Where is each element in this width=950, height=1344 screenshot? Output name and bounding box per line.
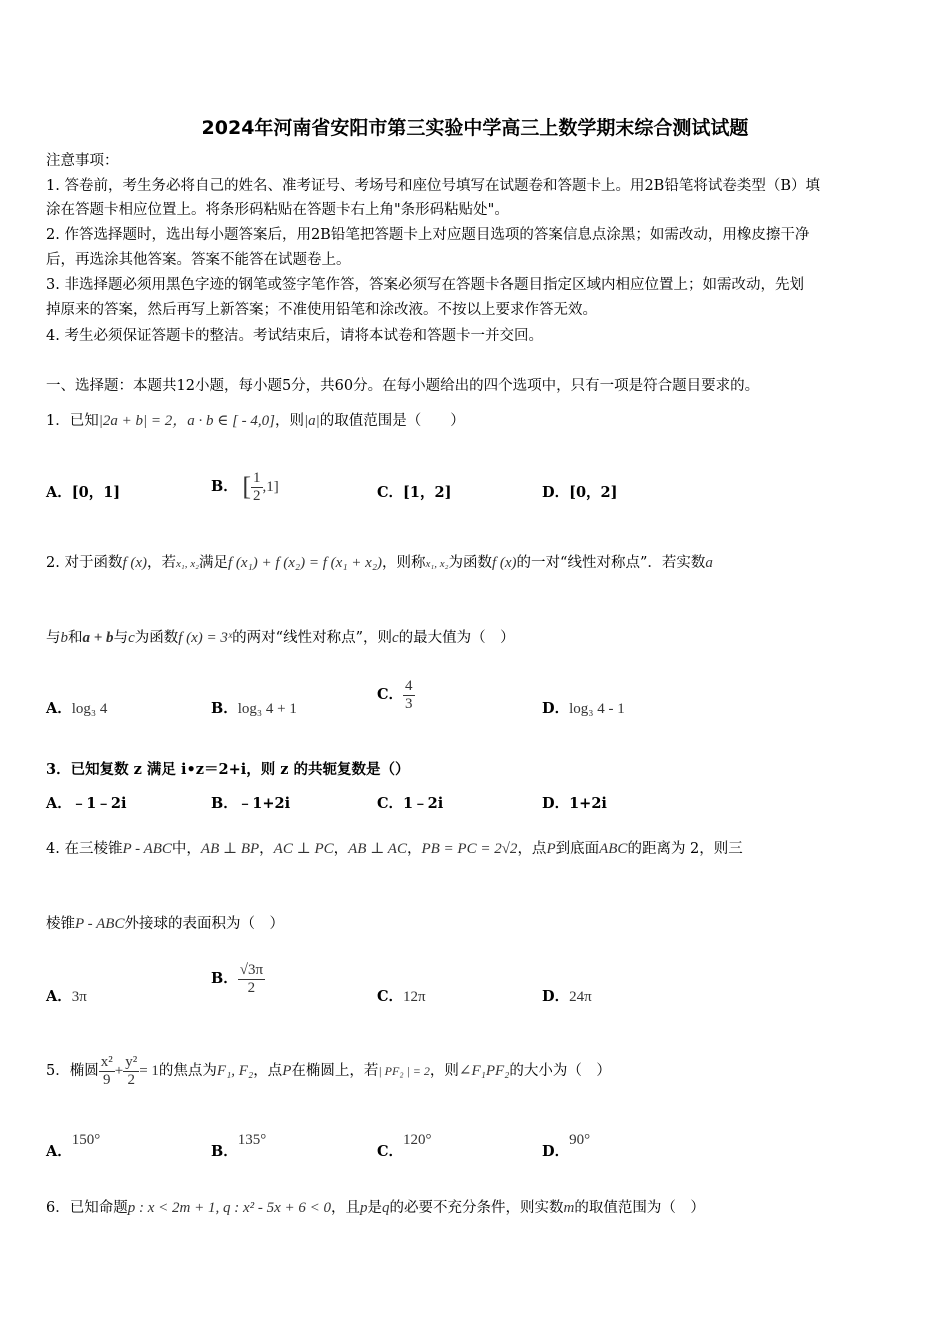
fraction-numerator: y² <box>125 1054 138 1070</box>
notice-heading: 注意事项： <box>46 153 119 169</box>
q1-cond1: |2a + b| = 2， <box>98 413 188 429</box>
option-label: C． <box>377 686 404 703</box>
option-label: C． <box>377 484 404 501</box>
q1-b-fraction <box>251 470 263 504</box>
math: P - ABC <box>122 841 172 857</box>
math: P <box>546 841 556 857</box>
question-2-stem-line1 <box>46 552 906 575</box>
question-4-stem-line2 <box>46 913 906 935</box>
math: f (x) <box>122 555 148 571</box>
text: 的取值范围为（ ） <box>574 1200 705 1216</box>
q4-option-d[interactable] <box>542 986 592 1008</box>
option-label: B． <box>211 700 238 717</box>
text: 与 <box>113 630 129 646</box>
notice-line: 1. 答卷前，考生务必将自己的姓名、准考证号、考场号和座位号填写在试题卷和答题卡上。用2B铅笔将试卷类型（B）填 <box>46 178 820 194</box>
option-label: C． <box>377 1143 404 1160</box>
option-text: 3π <box>71 989 87 1005</box>
math: P <box>282 1063 292 1079</box>
fraction-denominator: 3 <box>405 695 413 712</box>
fraction-numerator: x² <box>100 1054 113 1070</box>
option-text: [0，2] <box>569 484 618 501</box>
section-heading: 一、选择题：本题共12小题，每小题5分，共60分。在每小题给出的四个选项中，只有一项是符合题目要求的。 <box>46 378 760 394</box>
q2-option-d[interactable] <box>542 698 625 720</box>
math: + <box>114 1063 124 1079</box>
notice-line: 后，再选涂其他答案。答案不能答在试题卷上。 <box>46 252 351 268</box>
option-text: 1+2i <box>569 795 607 812</box>
math: x₁, x₂ <box>425 558 449 570</box>
text: 外接球的表面积为（ ） <box>124 916 284 932</box>
fraction-denominator: 2 <box>253 487 261 504</box>
q1-prefix: 1．已知 <box>46 413 99 429</box>
math: PB = PC = 2√2 <box>421 841 518 857</box>
text: 的一对“线性对称点”．若实数 <box>516 555 706 571</box>
math: c <box>391 630 399 646</box>
notice-line: 掉原来的答案，然后再写上新答案；不准使用铅笔和涂改液。不按以上要求作答无效。 <box>46 302 597 318</box>
math: | PF₂ | = 2 <box>378 1064 430 1078</box>
fraction-denominator: 2 <box>247 979 256 996</box>
question-3-stem: 3．已知复数 z 满足 i•z＝2+i，则 z 的共轭复数是（） <box>46 761 410 778</box>
option-text: log₃ 4 - 1 <box>569 701 625 717</box>
question-5-stem <box>46 1049 906 1093</box>
q2-option-c[interactable] <box>377 678 415 712</box>
option-text: 1﹣2i <box>403 795 444 812</box>
text: 到底面 <box>555 841 600 857</box>
math: AB ⊥ AC <box>348 841 407 857</box>
math: f (x) <box>491 555 517 571</box>
option-text: 135° <box>237 1132 267 1148</box>
option-text: log₃ 4 + 1 <box>237 701 297 717</box>
option-label: A． <box>46 795 72 812</box>
math: = 1 <box>139 1063 159 1079</box>
math: x₁, x₂ <box>176 558 199 570</box>
math: q <box>382 1200 390 1216</box>
text: ， <box>333 841 349 857</box>
text: 5．椭圆 <box>46 1063 99 1079</box>
text: 和 <box>68 630 83 646</box>
q5-y-fraction <box>123 1054 139 1088</box>
option-label: B． <box>211 478 238 495</box>
q2-c-fraction <box>403 678 415 712</box>
text: ，若 <box>147 555 177 571</box>
text: 棱锥 <box>46 916 75 932</box>
option-label: B． <box>211 795 238 812</box>
q1-option-d[interactable] <box>542 482 617 504</box>
page-title: 2024年河南省安阳市第三实验中学高三上数学期末综合测试试题 <box>201 117 749 139</box>
option-text: 90° <box>569 1132 591 1148</box>
option-text: 120° <box>403 1132 432 1148</box>
text: ， <box>406 841 422 857</box>
q1-option-b[interactable] <box>211 470 279 504</box>
fraction-denominator: 2 <box>127 1071 135 1088</box>
q1-mid: ，则 <box>275 413 305 429</box>
option-text: [1，2] <box>403 484 452 501</box>
text: ，则 <box>429 1063 459 1079</box>
option-label: B． <box>211 1143 238 1160</box>
option-label: C． <box>377 988 404 1005</box>
question-1-stem <box>46 410 906 432</box>
option-text: 24π <box>569 989 592 1005</box>
math: c <box>128 630 135 646</box>
fraction-numerator: 1 <box>253 470 261 486</box>
option-label: A． <box>46 484 72 501</box>
option-text: ﹣1+2i <box>237 795 291 812</box>
option-label: B． <box>211 970 238 987</box>
option-text: ﹣1﹣2i <box>71 795 127 812</box>
question-4-stem-line1 <box>46 838 906 860</box>
q1-abs-a: |a| <box>304 413 320 429</box>
option-text: 12π <box>403 989 426 1005</box>
q3-option-d[interactable] <box>542 793 607 815</box>
option-label: D． <box>542 988 570 1005</box>
q1-suffix: 的取值范围是（ ） <box>319 413 465 429</box>
math: P - ABC <box>75 916 125 932</box>
text: 4. 在三棱锥 <box>46 841 123 857</box>
text: 的必要不充分条件，则实数 <box>389 1200 564 1216</box>
q4-b-fraction <box>238 962 265 996</box>
math: a <box>705 555 713 571</box>
q1-b-bracket: [ <box>242 472 252 501</box>
math: m <box>563 1200 575 1216</box>
q5-option-a[interactable] <box>46 1130 101 1160</box>
option-label: C． <box>377 795 404 812</box>
math: b <box>60 630 68 646</box>
q5-option-d[interactable] <box>542 1130 591 1160</box>
text: 的两对“线性对称点”，则 <box>232 630 392 646</box>
option-label: A． <box>46 988 72 1005</box>
text: ，点 <box>517 841 547 857</box>
q2-option-a[interactable] <box>46 698 107 720</box>
option-label: A． <box>46 700 72 717</box>
text: 中， <box>171 841 201 857</box>
question-2-stem-line2 <box>46 627 906 649</box>
text: 的大小为（ ） <box>509 1063 611 1079</box>
text: ，点 <box>253 1063 283 1079</box>
math: f (x₁) + f (x₂) = f (x₁ + x₂) <box>227 555 383 571</box>
notice-line: 涂在答题卡相应位置上。将条形码粘贴在答题卡右上角"条形码粘贴处"。 <box>46 202 509 218</box>
option-label: D． <box>542 795 570 812</box>
q3-option-a[interactable] <box>46 793 126 815</box>
text: ，则称 <box>382 555 426 571</box>
notice-line: 4. 考生必须保证答题卡的整洁。考试结束后，请将本试卷和答题卡一并交回。 <box>46 328 543 344</box>
text: 的焦点为 <box>158 1063 217 1079</box>
text: 为函数 <box>448 555 492 571</box>
q1-cond2: a · b ∈ [ - 4,0] <box>187 413 276 429</box>
math: ABC <box>599 841 628 857</box>
q4-option-a[interactable] <box>46 986 87 1008</box>
text: 为函数 <box>134 630 179 646</box>
text: 6．已知命题 <box>46 1200 128 1216</box>
q4-option-b[interactable] <box>211 962 265 996</box>
math: f (x) = 3ˣ <box>178 630 233 646</box>
math: ∠F₁PF₂ <box>458 1063 510 1079</box>
option-text: log₃ 4 <box>71 701 108 717</box>
math: F₁, F₂ <box>216 1063 254 1079</box>
q2-option-b[interactable] <box>211 698 297 720</box>
notice-line: 2. 作答选择题时，选出每小题答案后，用2B铅笔把答题卡上对应题目选项的答案信息点涂黑；如需改动，用橡皮擦干净 <box>46 227 810 243</box>
option-text: [0，1] <box>71 484 121 501</box>
q3-option-b[interactable] <box>211 793 290 815</box>
text: 的距离为 2，则三 <box>627 841 743 857</box>
text: ，且 <box>331 1200 361 1216</box>
math: p : x < 2m + 1, q : x² - 5x + 6 < 0 <box>127 1200 332 1216</box>
option-text: 150° <box>71 1132 101 1148</box>
math: AB ⊥ BP <box>200 841 260 857</box>
text: 满足 <box>198 555 228 571</box>
text: 是 <box>367 1200 383 1216</box>
math: AC ⊥ PC <box>273 841 334 857</box>
q4-option-c[interactable] <box>377 986 426 1008</box>
text: 2. 对于函数 <box>46 555 123 571</box>
q5-option-b[interactable] <box>211 1130 267 1160</box>
fraction-numerator: √3π <box>239 962 264 978</box>
option-label: A． <box>46 1143 72 1160</box>
q5-x-fraction <box>99 1054 115 1088</box>
option-label: D． <box>542 484 570 501</box>
option-text: ,1] <box>262 479 279 495</box>
question-6-stem <box>46 1197 906 1219</box>
notice-line: 3. 非选择题必须用黑色字迹的钢笔或签字笔作答，答案必须写在答题卡各题目指定区域内相应位置上；如需改动，先划 <box>46 277 804 293</box>
text: 在椭圆上，若 <box>291 1063 379 1079</box>
q5-option-c[interactable] <box>377 1130 432 1160</box>
text: ， <box>259 841 274 857</box>
option-label: D． <box>542 1143 570 1160</box>
math: p <box>360 1200 368 1216</box>
q3-option-c[interactable] <box>377 793 443 815</box>
q1-option-a[interactable] <box>46 482 120 504</box>
q1-option-c[interactable] <box>377 482 451 504</box>
text: 与 <box>46 630 61 646</box>
option-label: D． <box>542 700 570 717</box>
math: a + b <box>82 630 114 646</box>
text: 的最大值为（ ） <box>398 630 515 646</box>
fraction-denominator: 9 <box>102 1071 111 1088</box>
fraction-numerator: 4 <box>405 678 413 694</box>
